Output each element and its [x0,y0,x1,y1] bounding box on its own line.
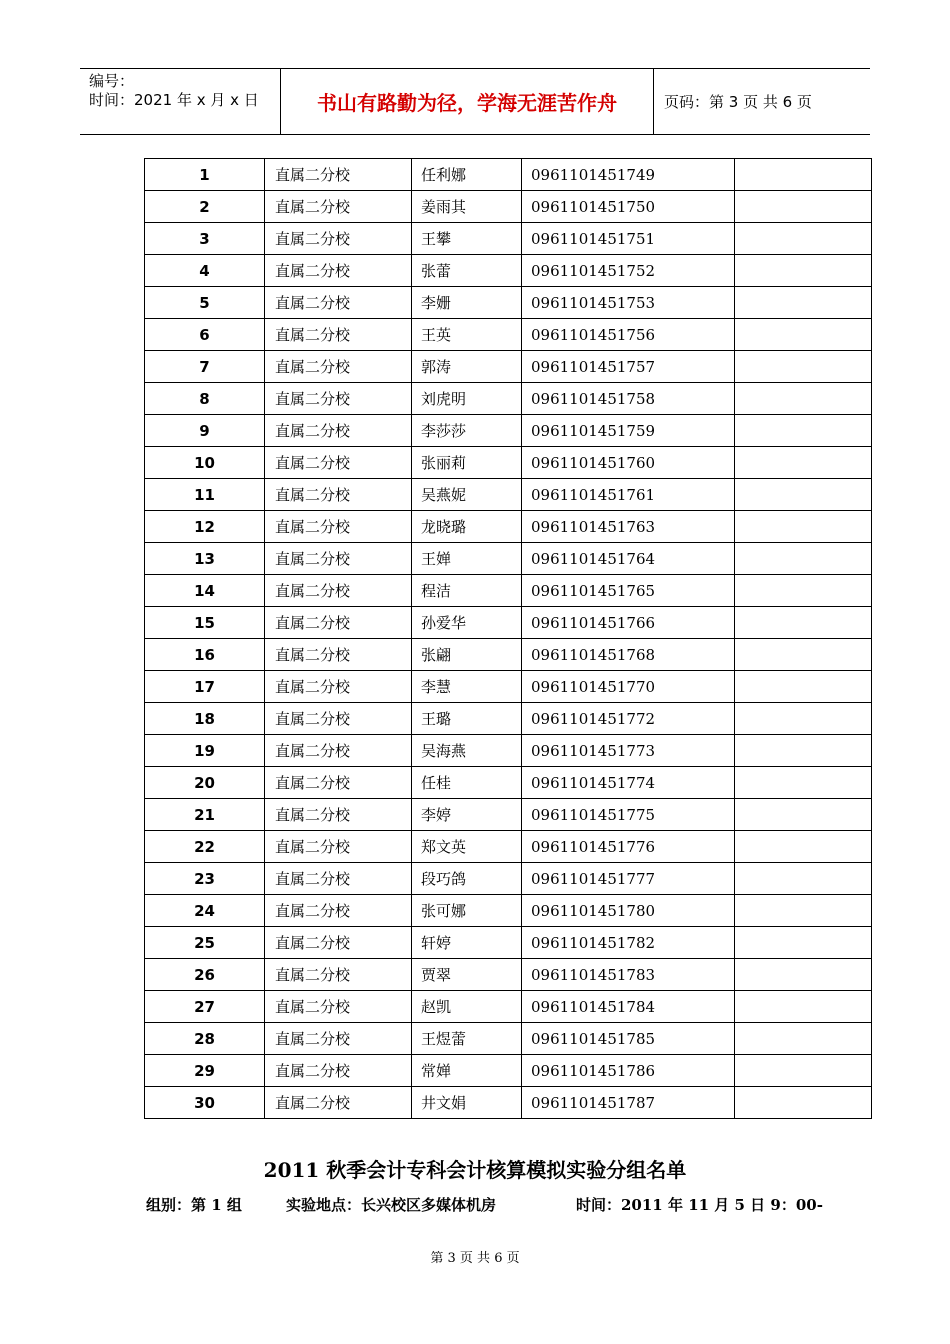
row-school: 直属二分校 [265,767,412,799]
row-blank-cell [735,735,872,767]
row-student-name: 任桂 [412,767,522,799]
row-school: 直属二分校 [265,607,412,639]
row-student-name: 李莎莎 [412,415,522,447]
row-student-id: 0961101451776 [522,831,735,863]
row-student-id: 0961101451760 [522,447,735,479]
table-row [145,575,872,607]
row-student-name: 常婵 [412,1055,522,1087]
row-number: 22 [145,831,265,863]
table-row [145,927,872,959]
table-row [145,607,872,639]
row-blank-cell [735,479,872,511]
table-row [145,1055,872,1087]
row-student-id: 0961101451786 [522,1055,735,1087]
row-student-id: 0961101451750 [522,191,735,223]
row-student-id: 0961101451765 [522,575,735,607]
row-student-name: 赵凯 [412,991,522,1023]
row-number: 1 [145,159,265,191]
row-blank-cell [735,1055,872,1087]
row-blank-cell [735,607,872,639]
row-student-id: 0961101451756 [522,319,735,351]
row-student-id: 0961101451775 [522,799,735,831]
row-student-id: 0961101451768 [522,639,735,671]
row-student-name: 姜雨其 [412,191,522,223]
row-student-name: 王璐 [412,703,522,735]
table-row [145,479,872,511]
row-school: 直属二分校 [265,479,412,511]
table-row [145,703,872,735]
page-header [80,68,870,135]
row-blank-cell [735,447,872,479]
table-row [145,831,872,863]
row-student-name: 龙晓璐 [412,511,522,543]
row-student-name: 郑文英 [412,831,522,863]
row-blank-cell [735,767,872,799]
row-number: 4 [145,255,265,287]
row-school: 直属二分校 [265,287,412,319]
row-student-name: 任利娜 [412,159,522,191]
header-info [80,69,281,134]
row-blank-cell [735,927,872,959]
row-student-name: 井文娟 [412,1087,522,1119]
row-school: 直属二分校 [265,575,412,607]
row-student-id: 0961101451761 [522,479,735,511]
table-row [145,511,872,543]
table-row [145,863,872,895]
location-label: 实验地点：长兴校区多媒体机房 [286,1196,497,1214]
row-school: 直属二分校 [265,255,412,287]
row-number: 29 [145,1055,265,1087]
row-student-id: 0961101451780 [522,895,735,927]
row-student-id: 0961101451759 [522,415,735,447]
row-blank-cell [735,895,872,927]
row-number: 25 [145,927,265,959]
row-student-id: 0961101451782 [522,927,735,959]
table-row [145,319,872,351]
row-school: 直属二分校 [265,1055,412,1087]
table-row [145,767,872,799]
row-blank-cell [735,831,872,863]
row-student-name: 王攀 [412,223,522,255]
row-school: 直属二分校 [265,319,412,351]
row-student-name: 吴燕妮 [412,479,522,511]
student-roster-table [144,158,872,1119]
roster-body [145,159,872,1119]
row-blank-cell [735,639,872,671]
row-number: 14 [145,575,265,607]
row-school: 直属二分校 [265,447,412,479]
row-school: 直属二分校 [265,895,412,927]
row-blank-cell [735,287,872,319]
row-student-name: 李慧 [412,671,522,703]
row-number: 18 [145,703,265,735]
row-school: 直属二分校 [265,191,412,223]
row-number: 20 [145,767,265,799]
row-student-id: 0961101451773 [522,735,735,767]
table-row [145,735,872,767]
row-student-id: 0961101451763 [522,511,735,543]
row-student-name: 王煜蕾 [412,1023,522,1055]
table-row [145,959,872,991]
table-row [145,159,872,191]
header-motto: 书山有路勤为径，学海无涯苦作舟 [281,69,654,134]
row-number: 7 [145,351,265,383]
row-student-id: 0961101451757 [522,351,735,383]
row-blank-cell [735,1087,872,1119]
row-number: 12 [145,511,265,543]
table-row [145,447,872,479]
row-school: 直属二分校 [265,703,412,735]
row-student-id: 0961101451785 [522,1023,735,1055]
row-school: 直属二分校 [265,511,412,543]
row-blank-cell [735,415,872,447]
row-number: 26 [145,959,265,991]
row-student-id: 0961101451764 [522,543,735,575]
row-school: 直属二分校 [265,959,412,991]
row-number: 3 [145,223,265,255]
row-number: 24 [145,895,265,927]
row-school: 直属二分校 [265,671,412,703]
row-school: 直属二分校 [265,1023,412,1055]
row-school: 直属二分校 [265,159,412,191]
row-blank-cell [735,1023,872,1055]
row-student-id: 0961101451772 [522,703,735,735]
table-row [145,671,872,703]
row-student-name: 李婷 [412,799,522,831]
row-number: 21 [145,799,265,831]
header-time-label: 时间：2021 年 x 月 x 日 [89,91,259,109]
row-student-id: 0961101451770 [522,671,735,703]
row-number: 28 [145,1023,265,1055]
table-row [145,1023,872,1055]
row-school: 直属二分校 [265,735,412,767]
row-student-id: 0961101451749 [522,159,735,191]
table-row [145,543,872,575]
row-student-name: 王婵 [412,543,522,575]
row-student-id: 0961101451774 [522,767,735,799]
row-student-name: 刘虎明 [412,383,522,415]
row-blank-cell [735,959,872,991]
row-blank-cell [735,191,872,223]
row-blank-cell [735,223,872,255]
row-school: 直属二分校 [265,991,412,1023]
row-blank-cell [735,351,872,383]
row-school: 直属二分校 [265,543,412,575]
table-row [145,255,872,287]
row-student-id: 0961101451753 [522,287,735,319]
table-row [145,191,872,223]
row-student-name: 张丽莉 [412,447,522,479]
row-blank-cell [735,799,872,831]
row-school: 直属二分校 [265,639,412,671]
row-student-name: 贾翠 [412,959,522,991]
row-student-name: 轩婷 [412,927,522,959]
row-number: 16 [145,639,265,671]
row-blank-cell [735,863,872,895]
row-number: 27 [145,991,265,1023]
row-blank-cell [735,575,872,607]
row-student-name: 张翩 [412,639,522,671]
row-number: 17 [145,671,265,703]
row-student-name: 王英 [412,319,522,351]
row-student-name: 吴海燕 [412,735,522,767]
table-row [145,351,872,383]
row-student-id: 0961101451783 [522,959,735,991]
header-page-label: 页码：第 3 页 共 6 页 [664,93,812,111]
row-number: 19 [145,735,265,767]
row-student-name: 段巧鸽 [412,863,522,895]
row-student-name: 孙爱华 [412,607,522,639]
row-student-id: 0961101451784 [522,991,735,1023]
row-blank-cell [735,383,872,415]
row-student-name: 郭涛 [412,351,522,383]
time-label: 时间：2011 年 11 月 5 日 9：00- [576,1196,823,1214]
row-school: 直属二分校 [265,927,412,959]
row-student-id: 0961101451766 [522,607,735,639]
row-number: 2 [145,191,265,223]
row-blank-cell [735,319,872,351]
row-school: 直属二分校 [265,383,412,415]
row-number: 11 [145,479,265,511]
row-student-id: 0961101451758 [522,383,735,415]
row-blank-cell [735,255,872,287]
row-blank-cell [735,671,872,703]
header-number-label: 编号： [89,72,135,90]
row-student-id: 0961101451777 [522,863,735,895]
row-school: 直属二分校 [265,415,412,447]
table-row [145,383,872,415]
row-number: 8 [145,383,265,415]
row-school: 直属二分校 [265,831,412,863]
table-row [145,415,872,447]
table-row [145,799,872,831]
row-number: 5 [145,287,265,319]
row-student-name: 张可娜 [412,895,522,927]
table-row [145,639,872,671]
row-student-id: 0961101451751 [522,223,735,255]
row-school: 直属二分校 [265,799,412,831]
row-number: 9 [145,415,265,447]
section-title: 2011 秋季会计专科会计核算模拟实验分组名单 [263,1158,687,1182]
row-blank-cell [735,991,872,1023]
row-student-name: 李姗 [412,287,522,319]
table-row [145,895,872,927]
row-student-name: 程洁 [412,575,522,607]
row-blank-cell [735,703,872,735]
row-number: 13 [145,543,265,575]
page-footer: 第 3 页 共 6 页 [430,1251,520,1266]
row-student-name: 张蕾 [412,255,522,287]
table-row [145,991,872,1023]
row-student-id: 0961101451787 [522,1087,735,1119]
row-school: 直属二分校 [265,1087,412,1119]
group-label: 组别：第 1 组 [146,1196,242,1214]
row-number: 30 [145,1087,265,1119]
row-blank-cell [735,159,872,191]
row-school: 直属二分校 [265,351,412,383]
row-number: 10 [145,447,265,479]
row-number: 23 [145,863,265,895]
table-row [145,223,872,255]
row-student-id: 0961101451752 [522,255,735,287]
table-row [145,287,872,319]
row-number: 6 [145,319,265,351]
row-school: 直属二分校 [265,223,412,255]
row-number: 15 [145,607,265,639]
row-blank-cell [735,543,872,575]
row-school: 直属二分校 [265,863,412,895]
row-blank-cell [735,511,872,543]
table-row [145,1087,872,1119]
